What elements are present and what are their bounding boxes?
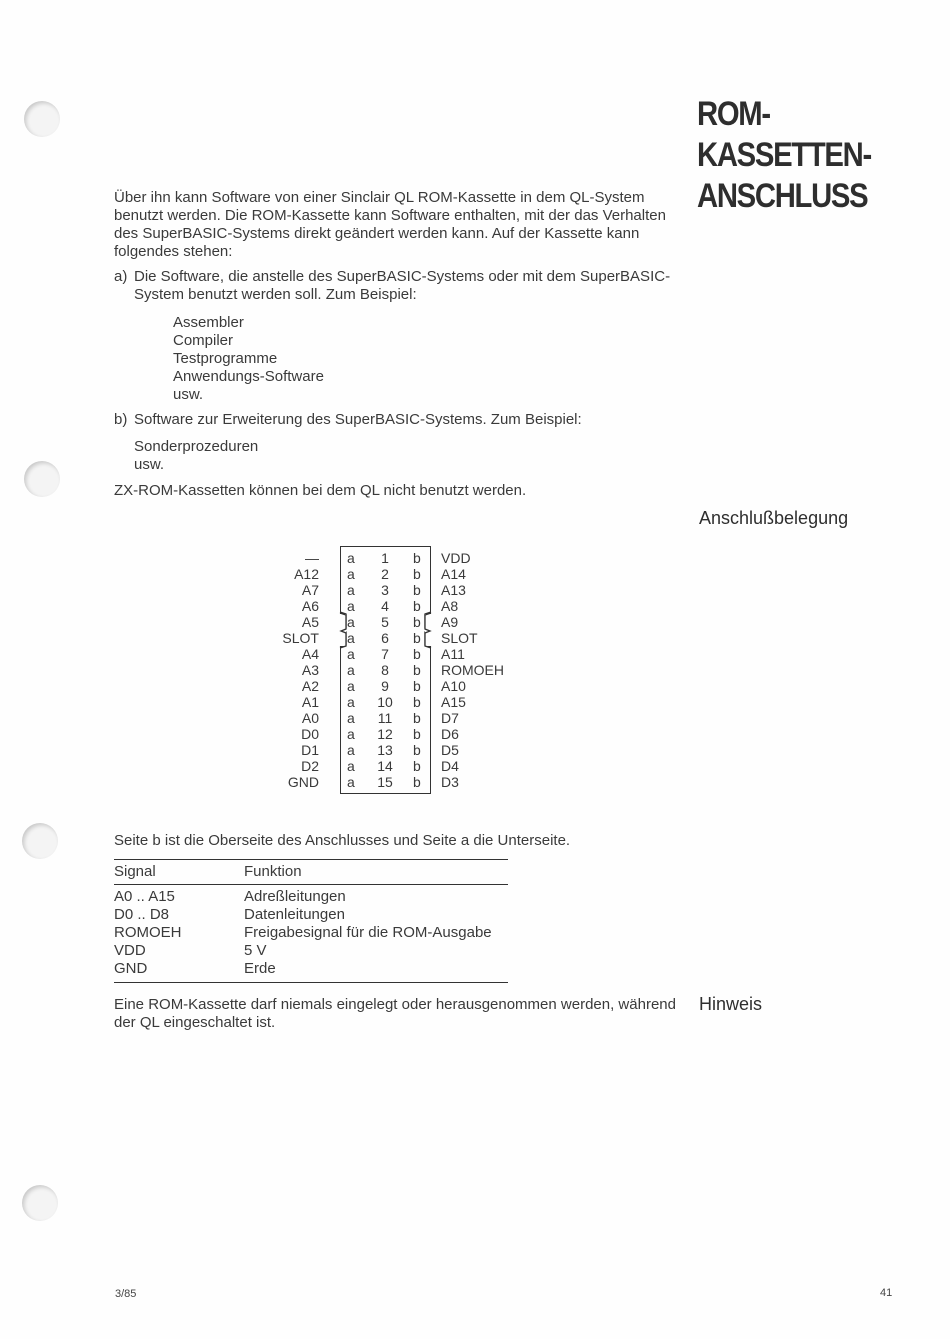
pin-side-a: a bbox=[347, 566, 355, 582]
pin-number: 6 bbox=[381, 630, 389, 646]
pin-left-signal: A2 bbox=[301, 678, 319, 694]
pin-number: 9 bbox=[381, 678, 389, 694]
pin-right-signal: ROMOEH bbox=[441, 662, 504, 678]
pin-right-signal: VDD bbox=[441, 550, 471, 566]
signal-cell: D0 .. D8 bbox=[114, 906, 170, 923]
function-cell: Datenleitungen bbox=[244, 906, 345, 923]
example-item: Assembler bbox=[173, 314, 244, 331]
side-orientation-note: Seite b ist die Oberseite des Anschlusses und Seite a die Unterseite. bbox=[114, 832, 571, 849]
list-item-a bbox=[114, 268, 680, 404]
pin-left-signal: SLOT bbox=[282, 630, 319, 646]
example-item: usw. bbox=[173, 386, 204, 403]
pin-right-signal: A13 bbox=[441, 582, 466, 598]
pin-row bbox=[0, 710, 950, 726]
example-list bbox=[114, 438, 680, 474]
title-line-1: ROM- bbox=[697, 95, 770, 133]
pin-number: 7 bbox=[381, 646, 389, 662]
punch-hole bbox=[24, 101, 60, 137]
pin-side-b: b bbox=[413, 566, 421, 582]
pin-side-b: b bbox=[413, 598, 421, 614]
signal-cell: GND bbox=[114, 960, 148, 977]
list-item-b bbox=[114, 411, 680, 474]
pin-number: 5 bbox=[381, 614, 389, 630]
pin-right-signal: D6 bbox=[441, 726, 459, 742]
example-item: Testprogramme bbox=[173, 350, 278, 367]
pin-right-signal: D3 bbox=[441, 774, 459, 790]
list-label: b) bbox=[114, 411, 128, 428]
signal-cell: ROMOEH bbox=[114, 924, 182, 941]
pin-side-b: b bbox=[413, 774, 421, 790]
pin-left-signal: A6 bbox=[301, 598, 319, 614]
zx-note: ZX-ROM-Kassetten können bei dem QL nicht benutzt werden. bbox=[114, 482, 527, 499]
pin-number: 10 bbox=[377, 694, 393, 710]
pin-left-signal: A5 bbox=[301, 614, 319, 630]
pin-left-signal: A4 bbox=[301, 646, 319, 662]
pin-right-signal: D4 bbox=[441, 758, 459, 774]
pin-row bbox=[0, 662, 950, 678]
pin-right-signal: A15 bbox=[441, 694, 466, 710]
list-text: Die Software, die anstelle des SuperBASIC-Systems oder mit dem SuperBASIC-System benutzt werden soll. Zum Beispiel: bbox=[134, 268, 671, 303]
table-row bbox=[114, 888, 508, 906]
example-item: Anwendungs-Software bbox=[173, 368, 324, 385]
pin-side-a: a bbox=[347, 694, 355, 710]
example-item: Sonderprozeduren bbox=[134, 438, 259, 455]
pin-side-b: b bbox=[413, 678, 421, 694]
punch-hole bbox=[24, 461, 60, 497]
pin-number: 14 bbox=[377, 758, 393, 774]
pin-row bbox=[0, 742, 950, 758]
intro-paragraph: Über ihn kann Software von einer Sinclair QL ROM-Kassette in dem QL-System benutzt werden. Die ROM-Kassette kann Software enthalten, mit der das Verhalten des SuperBASIC-Systems direkt geändert werden kann. Auf der Kassette kann folgendes stehen: bbox=[114, 189, 666, 260]
function-cell: Erde bbox=[244, 960, 276, 977]
pin-side-a: a bbox=[347, 678, 355, 694]
pin-left-signal: D2 bbox=[301, 758, 319, 774]
pin-number: 15 bbox=[377, 774, 393, 790]
page-title bbox=[697, 94, 903, 217]
title-line-3: ANSCHLUSS bbox=[697, 177, 868, 215]
pin-left-signal: — bbox=[305, 550, 319, 566]
pin-number: 11 bbox=[377, 710, 393, 726]
table-row bbox=[114, 942, 508, 960]
pin-number: 13 bbox=[377, 742, 393, 758]
table-row bbox=[114, 924, 508, 942]
pin-number: 2 bbox=[381, 566, 389, 582]
pin-number: 12 bbox=[377, 726, 393, 742]
pin-number: 1 bbox=[381, 550, 389, 566]
signal-table bbox=[114, 859, 508, 983]
pin-side-a: a bbox=[347, 710, 355, 726]
pin-row bbox=[0, 550, 950, 566]
pin-row bbox=[0, 630, 950, 646]
pin-side-a: a bbox=[347, 582, 355, 598]
function-cell: Adreßleitungen bbox=[244, 888, 346, 905]
pin-side-b: b bbox=[413, 630, 421, 646]
pin-row bbox=[0, 566, 950, 582]
pin-row bbox=[0, 614, 950, 630]
example-list bbox=[114, 314, 680, 404]
pin-side-a: a bbox=[347, 646, 355, 662]
punch-hole bbox=[22, 823, 58, 859]
pin-side-a: a bbox=[347, 550, 355, 566]
pin-left-signal: A7 bbox=[301, 582, 319, 598]
title-line-2: KASSETTEN- bbox=[697, 136, 871, 174]
pin-side-a: a bbox=[347, 662, 355, 678]
pin-right-signal: A10 bbox=[441, 678, 466, 694]
pin-side-a: a bbox=[347, 630, 355, 646]
pin-row bbox=[0, 582, 950, 598]
pin-row bbox=[0, 694, 950, 710]
pin-right-signal: A8 bbox=[441, 598, 459, 614]
punch-hole bbox=[22, 1185, 58, 1221]
signal-cell: A0 .. A15 bbox=[114, 888, 175, 905]
pin-side-b: b bbox=[413, 726, 421, 742]
example-item: Compiler bbox=[173, 332, 234, 349]
header-function: Funktion bbox=[244, 863, 302, 880]
pin-row bbox=[0, 726, 950, 742]
pin-right-signal: A9 bbox=[441, 614, 459, 630]
side-heading-pinout: Anschlußbelegung bbox=[699, 508, 849, 528]
pin-number: 8 bbox=[381, 662, 389, 678]
pin-left-signal: GND bbox=[287, 774, 319, 790]
pin-side-a: a bbox=[347, 614, 355, 630]
example-item: usw. bbox=[134, 456, 165, 473]
pin-row bbox=[0, 598, 950, 614]
pin-row bbox=[0, 646, 950, 662]
pin-side-b: b bbox=[413, 614, 421, 630]
pin-side-a: a bbox=[347, 758, 355, 774]
pin-side-b: b bbox=[413, 646, 421, 662]
pin-row bbox=[0, 678, 950, 694]
pin-side-b: b bbox=[413, 758, 421, 774]
pin-side-b: b bbox=[413, 582, 421, 598]
pin-right-signal: D5 bbox=[441, 742, 459, 758]
pin-side-b: b bbox=[413, 694, 421, 710]
pin-side-b: b bbox=[413, 550, 421, 566]
pin-side-b: b bbox=[413, 662, 421, 678]
pin-left-signal: A1 bbox=[301, 694, 319, 710]
list-text: Software zur Erweiterung des SuperBASIC-Systems. Zum Beispiel: bbox=[134, 411, 582, 428]
function-cell: 5 V bbox=[244, 942, 267, 959]
pin-left-signal: A0 bbox=[301, 710, 319, 726]
table-rule bbox=[114, 982, 508, 983]
pin-right-signal: SLOT bbox=[441, 630, 478, 646]
function-cell: Freigabesignal für die ROM-Ausgabe bbox=[244, 924, 492, 941]
pin-row bbox=[0, 774, 950, 790]
pin-left-signal: D0 bbox=[301, 726, 319, 742]
pin-side-a: a bbox=[347, 774, 355, 790]
table-header-row bbox=[114, 860, 508, 884]
table-row bbox=[114, 906, 508, 924]
pin-right-signal: D7 bbox=[441, 710, 459, 726]
header-signal: Signal bbox=[114, 863, 156, 880]
list-label: a) bbox=[114, 268, 128, 285]
pin-side-a: a bbox=[347, 598, 355, 614]
footer-date: 3/85 bbox=[115, 1288, 137, 1300]
table-row bbox=[114, 960, 508, 978]
signal-cell: VDD bbox=[114, 942, 146, 959]
pin-number: 3 bbox=[381, 582, 389, 598]
pin-side-b: b bbox=[413, 710, 421, 726]
pin-left-signal: D1 bbox=[301, 742, 319, 758]
side-heading-hint: Hinweis bbox=[699, 994, 763, 1014]
pin-left-signal: A12 bbox=[294, 566, 319, 582]
page-number: 41 bbox=[880, 1287, 893, 1299]
pin-number: 4 bbox=[381, 598, 389, 614]
pin-side-b: b bbox=[413, 742, 421, 758]
pin-side-a: a bbox=[347, 742, 355, 758]
pin-right-signal: A11 bbox=[441, 646, 465, 662]
pin-left-signal: A3 bbox=[301, 662, 319, 678]
pin-side-a: a bbox=[347, 726, 355, 742]
pin-right-signal: A14 bbox=[441, 566, 466, 582]
pin-row bbox=[0, 758, 950, 774]
hint-paragraph: Eine ROM-Kassette darf niemals eingelegt oder herausgenommen werden, während der QL eingeschaltet ist. bbox=[114, 996, 676, 1031]
